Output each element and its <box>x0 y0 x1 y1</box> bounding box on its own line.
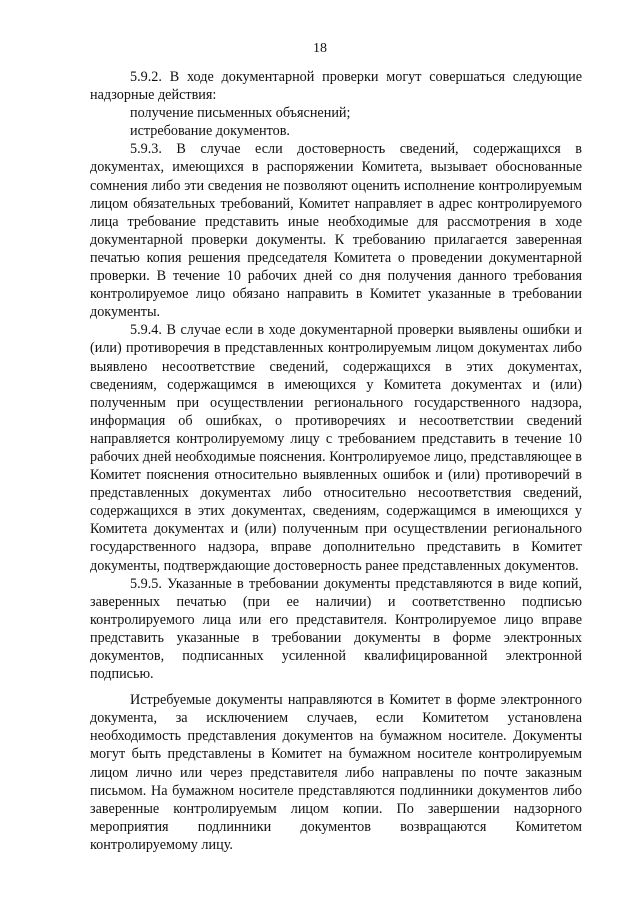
page-number: 18 <box>313 41 327 56</box>
list-item-written-explanations: получение письменных объяснений; <box>130 105 351 122</box>
paragraph-5-9-2: 5.9.2. В ходе документарной проверки могут совершаться следующие надзорные действия: <box>90 69 582 104</box>
list-item-document-request: истребование документов. <box>130 123 290 140</box>
paragraph-5-9-5: 5.9.5. Указанные в требовании документы представляются в виде копий, заверенных печатью (при ее наличии) и соответственно подписью контролируемого лица или его представителя. Контролируемое лицо вправе представить указанные в требовании документы в форме электронных документов, подписанных усиленной квалифицированной электронной подписью. <box>90 575 582 683</box>
paragraph-5-9-3: 5.9.3. В случае если достоверность сведений, содержащихся в документах, имеющихся в распоряжении Комитета, вызывает обоснованные сомнения либо эти сведения не позволяют оценить исполнение контролируемым лицом обязательных требований, Комитет направляет в адрес контролируемого лица требование представить иные необходимые для рассмотрения в ходе документарной проверки документы. К требованию прилагается заверенная печатью копия решения председателя Комитета о проведении документарной проверки. В течение 10 рабочих дней со дня получения данного требования контролируемое лицо обязано направить в Комитет указанные в требовании документы. <box>90 141 582 321</box>
paragraph-requested-documents: Истребуемые документы направляются в Комитет в форме электронного документа, за исключением случаев, если Комитетом установлена необходимость представления документов на бумажном носителе. Документы могут быть представлены в Комитет на бумажном носителе контролируемым лицом лично или через представителя либо направлены по почте заказным письмом. На бумажном носителе представляются подлинники документов либо заверенные контролируемым лицом копии. По завершении надзорного мероприятия подлинники документов возвращаются Комитетом контролируемому лицу. <box>90 692 582 853</box>
paragraph-5-9-4: 5.9.4. В случае если в ходе документарной проверки выявлены ошибки и (или) противоречия в представленных контролируемым лицом документах либо выявлено несоответствие сведений, содержащихся в этих документах, сведениям, содержащимся в имеющихся у Комитета документах и (или) полученным при осуществлении регионального государственного надзора, информация об ошибках, о противоречиях и несоответствии сведений направляется контролируемому лицу с требованием представить в течение 10 рабочих дней необходимые пояснения. Контролируемое лицо, представляющее в Комитет пояснения относительно выявленных ошибок и (или) противоречий в представленных документах либо относительно несоответствия сведений, содержащихся в этих документах, сведениям, содержащимся в имеющихся у Комитета документах и (или) полученным при осуществлении регионального государственного надзора, вправе дополнительно представить в Комитет документы, подтверждающие достоверность ранее представленных документов. <box>90 322 582 574</box>
document-body <box>90 68 582 854</box>
